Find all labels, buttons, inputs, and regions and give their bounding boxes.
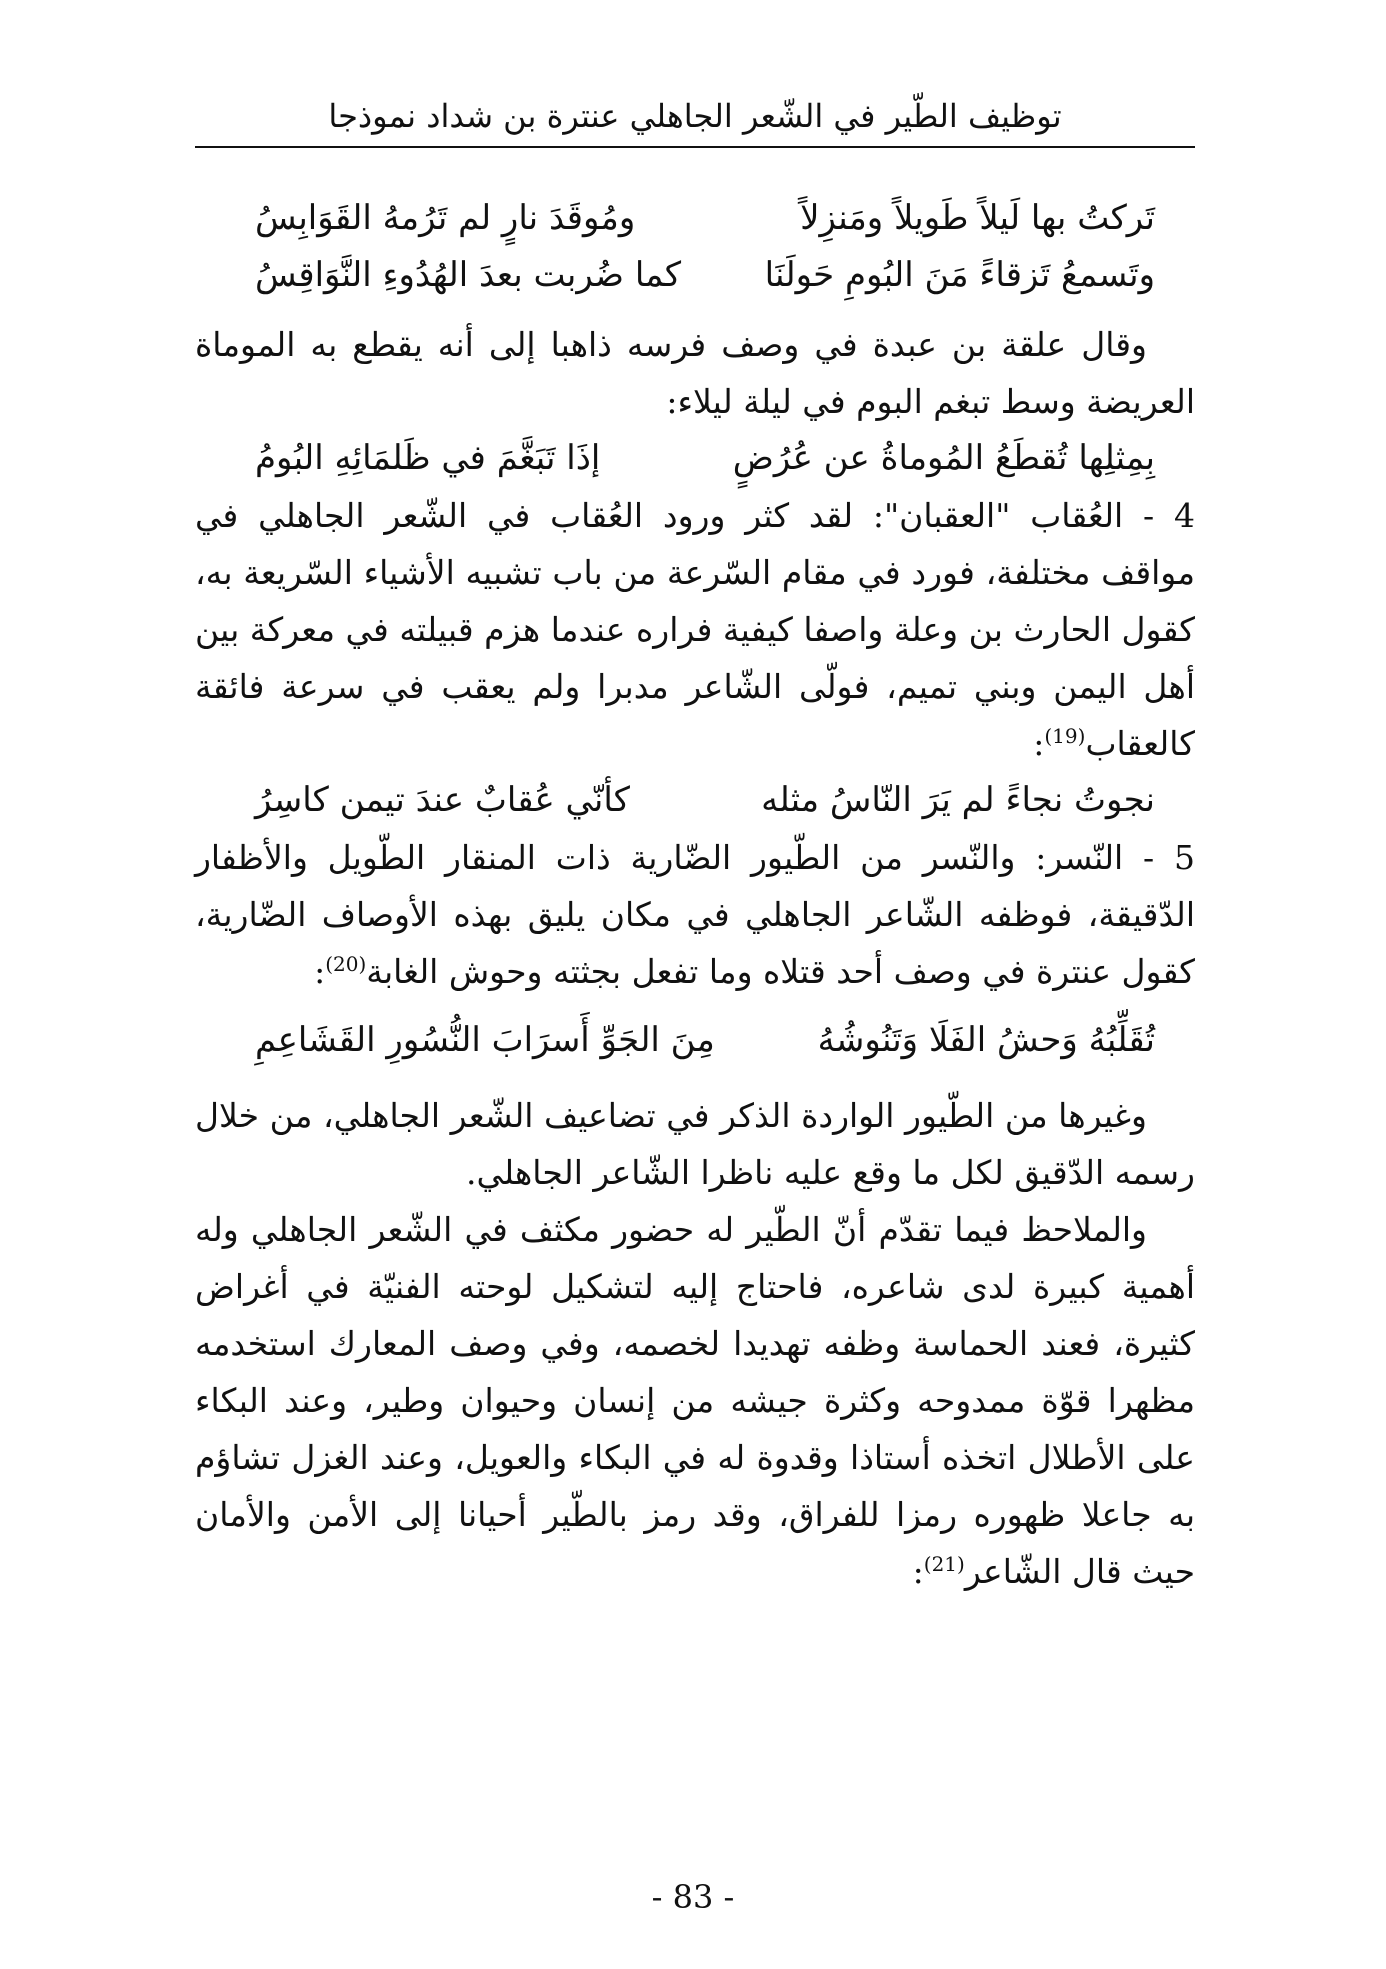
- paragraph: وغيرها من الطّيور الواردة الذكر في تضاعيف الشّعر الجاهلي، من خلال رسمه الدّقيق لكل ما وقع عليه ناظرا الشّاعر الجاهلي.: [195, 1096, 1195, 1192]
- footnote-ref: (20): [325, 952, 367, 976]
- verse-first-hemistich: تَركتُ بها لَيلاً طَويلاً ومَنزِلاً: [800, 198, 1155, 238]
- footnote-ref: (19): [1044, 724, 1086, 748]
- paragraph-conclusion: والملاحظ فيما تقدّم أنّ الطّير له حضور مكثف في الشّعر الجاهلي وله أهمية كبيرة لدى شاعره، فاحتاج إليه لتشكيل لوحته الفنيّة في أغراض كثيرة، فعند الحماسة وظفه تهديدا لخصمه، وفي وصف المعارك استخدمه مظهرا قوّة ممدوحه وكثرة جيشه من إنسان وحيوان وطير، وعند البكاء على الأطلال اتخذه أستاذا وقدوة له في البكاء والعويل، وعند الغزل تشاؤم به جاعلا ظهوره رمزا للفراق، وقد رمز بالطّير أحيانا إلى الأمن والأمان حيث قال الشّاعر$^{(21)}$:: [195, 1210, 1195, 1591]
- footnote-ref: (21): [923, 1552, 965, 1576]
- paragraph-text: 4 - العُقاب "العقبان": لقد كثر ورود العُقاب في الشّعر الجاهلي في مواقف مختلفة، فورد في مقام السّرعة من باب تشبيه الأشياء السّريعة به، كقول الحارث بن وعلة واصفا كيفية فراره عندما هزم قبيلته في معركة بين أهل اليمن وبني تميم، فولّى الشّاعر مدبرا ولم يعقب في سرعة فائقة كالعقاب: [195, 496, 1195, 763]
- verse-second-hemistich: إذَا تَبَغَّمَ في ظَلمَائِهِ البُومُ: [255, 438, 601, 478]
- verse-second-hemistich: مِنَ الجَوِّ أَسرَابَ النُّسُورِ القَشَاعِمِ: [255, 1020, 715, 1060]
- paragraph-text: 5 - النّسر: والنّسر من الطّيور الضّارية ذات المنقار الطّويل والأظفار الدّقيقة، فوظفه الشّاعر الجاهلي في مكان يليق بهذه الأوصاف الضّارية، كقول عنترة في وصف أحد قتلاه وما تفعل بجثته وحوش الغابة: [195, 838, 1195, 991]
- paragraph-text: والملاحظ فيما تقدّم أنّ الطّير له حضور مكثف في الشّعر الجاهلي وله أهمية كبيرة لدى شاعره، فاحتاج إليه لتشكيل لوحته الفنيّة في أغراض كثيرة، فعند الحماسة وظفه تهديدا لخصمه، وفي وصف المعارك استخدمه مظهرا قوّة ممدوحه وكثرة جيشه من إنسان وحيوان وطير، وعند البكاء على الأطلال اتخذه أستاذا وقدوة له في البكاء والعويل، وعند الغزل تشاؤم به جاعلا ظهوره رمزا للفراق، وقد رمز بالطّير أحيانا إلى الأمن والأمان حيث قال الشّاعر: [195, 1210, 1195, 1591]
- verse-line: [255, 247, 1155, 304]
- paragraph-eagle: 4 - العُقاب "العقبان": لقد كثر ورود العُقاب في الشّعر الجاهلي في مواقف مختلفة، فورد في مقام السّرعة من باب تشبيه الأشياء السّريعة به، كقول الحارث بن وعلة واصفا كيفية فراره عندما هزم قبيلته في معركة بين أهل اليمن وبني تميم، فولّى الشّاعر مدبرا ولم يعقب في سرعة فائقة كالعقاب$^{(19)}$:: [195, 496, 1195, 763]
- page-content: [195, 190, 1195, 1600]
- header-title: توظيف الطّير في الشّعر الجاهلي عنترة بن شداد نموذجا: [328, 97, 1062, 135]
- verse-line: [255, 772, 1155, 829]
- running-header: [195, 92, 1195, 148]
- verse-line: [255, 430, 1155, 487]
- page-number: - 83 -: [651, 1878, 735, 1916]
- verse-first-hemistich: وتَسمعُ تَزقاءً مَنَ البُومِ حَولَنَا: [764, 255, 1155, 295]
- verse-line: [255, 190, 1155, 247]
- verse-line: [255, 1012, 1155, 1069]
- verse-first-hemistich: بِمِثلِها تُقطَعُ المُوماةُ عن عُرُضٍ: [732, 438, 1155, 478]
- verse-second-hemistich: ومُوقَدَ نارٍ لم تَرُمهُ القَوَابِسُ: [255, 198, 636, 238]
- verse-second-hemistich: كما ضُربت بعدَ الهُدُوءِ النَّوَاقِسُ: [255, 255, 682, 295]
- verse-first-hemistich: تُقَلِّبُهُ وَحشُ الفَلَا وَتَنُوشُهُ: [817, 1020, 1155, 1060]
- verse-second-hemistich: كأنّي عُقابٌ عندَ تيمن كاسِرُ: [255, 780, 630, 820]
- paragraph-vulture: 5 - النّسر: والنّسر من الطّيور الضّارية ذات المنقار الطّويل والأظفار الدّقيقة، فوظفه الشّاعر الجاهلي في مكان يليق بهذه الأوصاف الضّارية، كقول عنترة في وصف أحد قتلاه وما تفعل بجثته وحوش الغابة$^{(20)}$:: [195, 838, 1195, 991]
- paragraph: وقال علقة بن عبدة في وصف فرسه ذاهبا إلى أنه يقطع به الموماة العريضة وسط تبغم البوم في ليلة ليلاء:: [195, 325, 1195, 421]
- verse-first-hemistich: نجوتُ نجاءً لم يَرَ النّاسُ مثله: [761, 780, 1155, 820]
